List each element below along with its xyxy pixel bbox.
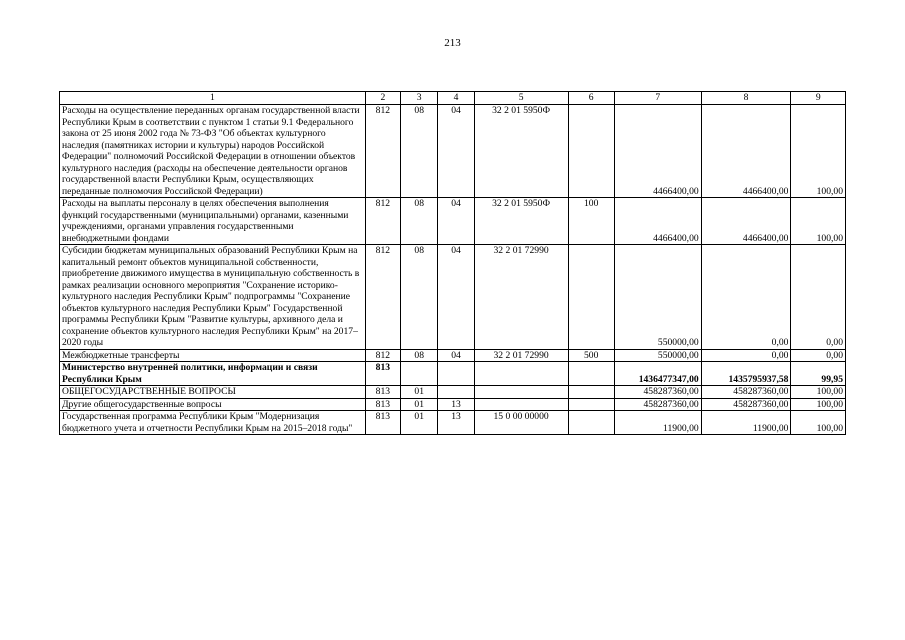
execution-percent: 100,00 — [791, 198, 846, 245]
column-header: 7 — [614, 92, 701, 105]
expense-type-code — [568, 245, 614, 350]
executed-amount: 0,00 — [701, 245, 791, 350]
target-article-code — [474, 362, 568, 386]
ministry-code: 812 — [365, 245, 400, 350]
table-row — [60, 245, 846, 350]
target-article-code — [474, 398, 568, 411]
expense-type-code: 100 — [568, 198, 614, 245]
column-header: 8 — [701, 92, 791, 105]
column-header: 3 — [401, 92, 438, 105]
section-code — [401, 362, 438, 386]
table-row — [60, 198, 846, 245]
row-description: Другие общегосударственные вопросы — [60, 398, 366, 411]
row-description: Государственная программа Республики Крым "Модернизация бюджетного учета и отчетности Республики Крым на 2015–2018 годы" — [60, 411, 366, 435]
planned-amount: 458287360,00 — [614, 398, 701, 411]
planned-amount: 1436477347,00 — [614, 362, 701, 386]
planned-amount: 11900,00 — [614, 411, 701, 435]
section-code: 01 — [401, 386, 438, 399]
planned-amount: 550000,00 — [614, 349, 701, 362]
subsection-code: 04 — [438, 349, 474, 362]
execution-percent: 100,00 — [791, 105, 846, 198]
executed-amount: 4466400,00 — [701, 105, 791, 198]
executed-amount: 458287360,00 — [701, 386, 791, 399]
target-article-code: 32 2 01 5950Ф — [474, 198, 568, 245]
subsection-code — [438, 386, 474, 399]
column-header: 5 — [474, 92, 568, 105]
executed-amount: 1435795937,58 — [701, 362, 791, 386]
subsection-code: 13 — [438, 398, 474, 411]
column-header: 1 — [60, 92, 366, 105]
planned-amount: 458287360,00 — [614, 386, 701, 399]
page-number: 213 — [444, 37, 461, 49]
target-article-code: 15 0 00 00000 — [474, 411, 568, 435]
target-article-code: 32 2 01 5950Ф — [474, 105, 568, 198]
target-article-code: 32 2 01 72990 — [474, 349, 568, 362]
section-code: 08 — [401, 349, 438, 362]
expense-type-code: 500 — [568, 349, 614, 362]
execution-percent: 99,95 — [791, 362, 846, 386]
ministry-code: 813 — [365, 386, 400, 399]
ministry-code: 812 — [365, 349, 400, 362]
ministry-code: 812 — [365, 105, 400, 198]
section-code: 08 — [401, 245, 438, 350]
expense-type-code — [568, 398, 614, 411]
executed-amount: 0,00 — [701, 349, 791, 362]
row-description: Расходы на осуществление переданных органам государственной власти Республики Крым в соответствии с пунктом 1 статьи 9.1 Федерального закона от 25 июня 2002 года № 73-ФЗ "Об объектах культурного наследия (памятниках истории и культуры) народов Российской Федерации" полномочий Российской Федерации в отношении объектов культурного наследия (расходы на обеспечение деятельности органов государственной власти Республики Крым, осуществляющих переданные полномочия Российской Федерации) — [60, 105, 366, 198]
subsection-code: 04 — [438, 198, 474, 245]
ministry-code: 812 — [365, 198, 400, 245]
section-code: 08 — [401, 105, 438, 198]
row-description: Расходы на выплаты персоналу в целях обеспечения выполнения функций государственными (муниципальными) органами, казенными учреждениями, органами управления государственными внебюджетными фондами — [60, 198, 366, 245]
ministry-code: 813 — [365, 411, 400, 435]
planned-amount: 550000,00 — [614, 245, 701, 350]
section-code: 01 — [401, 398, 438, 411]
expense-type-code — [568, 386, 614, 399]
column-header: 6 — [568, 92, 614, 105]
row-description: Субсидии бюджетам муниципальных образований Республики Крым на капитальный ремонт объектов муниципальной собственности, приобретение движимого имущества в муниципальную собственность в рамках реализации основного мероприятия "Сохранение историко-культурного наследия Республики Крым" подпрограммы "Сохранение объектов культурного наследия Республики Крым" Государственной программы Республики Крым "Развитие культуры, архивного дела и сохранение объектов культурного наследия Республики Крым" на 2017–2020 годы — [60, 245, 366, 350]
budget-table — [59, 91, 846, 435]
execution-percent: 0,00 — [791, 349, 846, 362]
table-row — [60, 362, 846, 386]
ministry-code: 813 — [365, 362, 400, 386]
table-row — [60, 398, 846, 411]
row-description: Министерство внутренней политики, информации и связи Республики Крым — [60, 362, 366, 386]
section-code: 08 — [401, 198, 438, 245]
subsection-code: 04 — [438, 105, 474, 198]
expense-type-code — [568, 362, 614, 386]
planned-amount: 4466400,00 — [614, 198, 701, 245]
column-header: 2 — [365, 92, 400, 105]
row-description: Межбюджетные трансферты — [60, 349, 366, 362]
expense-type-code — [568, 105, 614, 198]
table-row — [60, 349, 846, 362]
subsection-code — [438, 362, 474, 386]
ministry-code: 813 — [365, 398, 400, 411]
target-article-code: 32 2 01 72990 — [474, 245, 568, 350]
planned-amount: 4466400,00 — [614, 105, 701, 198]
table-row — [60, 105, 846, 198]
column-header: 4 — [438, 92, 474, 105]
section-code: 01 — [401, 411, 438, 435]
table-row — [60, 386, 846, 399]
row-description: ОБЩЕГОСУДАРСТВЕННЫЕ ВОПРОСЫ — [60, 386, 366, 399]
table-row — [60, 411, 846, 435]
expense-type-code — [568, 411, 614, 435]
executed-amount: 458287360,00 — [701, 398, 791, 411]
target-article-code — [474, 386, 568, 399]
execution-percent: 0,00 — [791, 245, 846, 350]
executed-amount: 11900,00 — [701, 411, 791, 435]
execution-percent: 100,00 — [791, 411, 846, 435]
execution-percent: 100,00 — [791, 386, 846, 399]
execution-percent: 100,00 — [791, 398, 846, 411]
subsection-code: 04 — [438, 245, 474, 350]
subsection-code: 13 — [438, 411, 474, 435]
table-header-row — [60, 92, 846, 105]
executed-amount: 4466400,00 — [701, 198, 791, 245]
column-header: 9 — [791, 92, 846, 105]
